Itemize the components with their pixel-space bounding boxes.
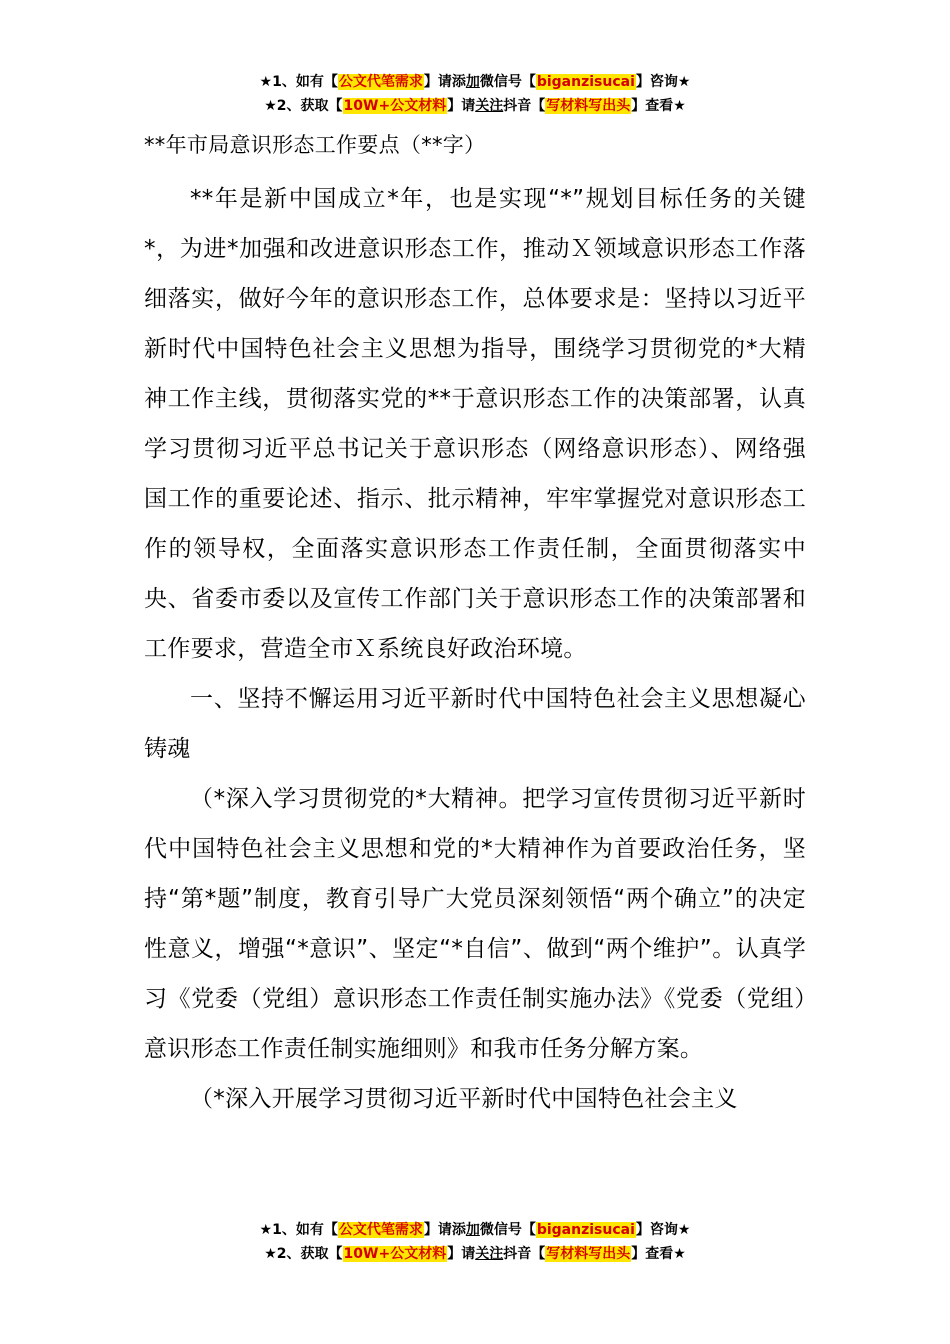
promo-text: 】查看★ [631, 98, 686, 114]
promo-text: 】请添 [423, 74, 466, 90]
item-paragraph-2: （*深入开展学习贯彻习近平新时代中国特色社会主义 [190, 1086, 738, 1112]
promo-text: 1、如有【 [272, 1222, 338, 1238]
promo-line-2 [0, 94, 950, 118]
promo-line-1 [0, 1218, 950, 1242]
star-icon: ★ [259, 74, 273, 90]
promo-underline: 加 [465, 1222, 480, 1238]
promo-text: 】请添 [423, 1222, 466, 1238]
promo-text: 】请 [447, 98, 476, 114]
promo-text: 微信号【 [479, 74, 536, 90]
promo-text: 2、获取【 [276, 98, 343, 114]
promo-text: 抖音【 [503, 98, 546, 114]
item-paragraph-1: （*深入学习贯彻党的*大精神。把学习宣传贯彻习近平新时代中国特色社会主义思想和党的*大精神作为首要政治任务，坚持“第*题”制度，教育引导广大党员深刻领悟“两个确立”的决定性意义，增强“*意识”、坚定“*自信”、做到“两个维护”。认真学习《党委（党组）意识形态工作责任制实施办法》《党委（党组）意识形态工作责任制实施细则》和我市任务分解方案。 [144, 786, 806, 1062]
star-icon: ★ [264, 1246, 277, 1262]
document-title: **年市局意识形态工作要点（**字） [144, 133, 486, 157]
promo-line-1 [0, 70, 950, 94]
intro-paragraph: **年是新中国成立*年，也是实现“*”规划目标任务的关键*，为进*加强和改进意识形态工作，推动Ｘ领域意识形态工作落细落实，做好今年的意识形态工作，总体要求是：坚持以习近平新时代中国特色社会主义思想为指导，围绕学习贯彻党的*大精神工作主线，贯彻落实党的**于意识形态工作的决策部署，认真学习贯彻习近平总书记关于意识形态（网络意识形态）、网络强国工作的重要论述、指示、批示精神，牢牢掌握党对意识形态工作的领导权，全面落实意识形态工作责任制，全面贯彻落实中央、省委市委以及宣传工作部门关于意识形态工作的决策部署和工作要求，营造全市Ｘ系统良好政治环境。 [144, 186, 806, 662]
promo-highlight-wechat-id: biganzisucai [536, 74, 635, 90]
section-heading-1: 一、坚持不懈运用习近平新时代中国特色社会主义思想凝心铸魂 [144, 686, 806, 762]
promo-underline: 关注 [475, 98, 504, 114]
star-icon: ★ [259, 1222, 273, 1238]
promo-banner-bottom [0, 1218, 950, 1266]
promo-text: 】咨询★ [635, 1222, 691, 1238]
promo-highlight-douyin: 写材料写出头 [546, 1246, 631, 1262]
promo-text: 2、获取【 [276, 1246, 343, 1262]
promo-highlight-wechat-id: biganzisucai [536, 1222, 635, 1238]
promo-underline: 关注 [475, 1246, 504, 1262]
star-icon: ★ [264, 98, 277, 114]
promo-underline: 加 [465, 74, 480, 90]
promo-line-2 [0, 1242, 950, 1266]
promo-highlight: 10W+公文材料 [343, 98, 447, 114]
promo-text: 抖音【 [503, 1246, 546, 1262]
document-body [144, 128, 806, 1124]
promo-highlight: 公文代笔需求 [338, 1222, 423, 1238]
promo-highlight: 公文代笔需求 [338, 74, 423, 90]
promo-text: 】查看★ [631, 1246, 686, 1262]
promo-text: 微信号【 [479, 1222, 536, 1238]
promo-highlight: 10W+公文材料 [343, 1246, 447, 1262]
promo-banner-top [0, 70, 950, 118]
promo-text: 】咨询★ [635, 74, 691, 90]
promo-highlight-douyin: 写材料写出头 [546, 98, 631, 114]
promo-text: 】请 [447, 1246, 476, 1262]
promo-text: 1、如有【 [272, 74, 338, 90]
